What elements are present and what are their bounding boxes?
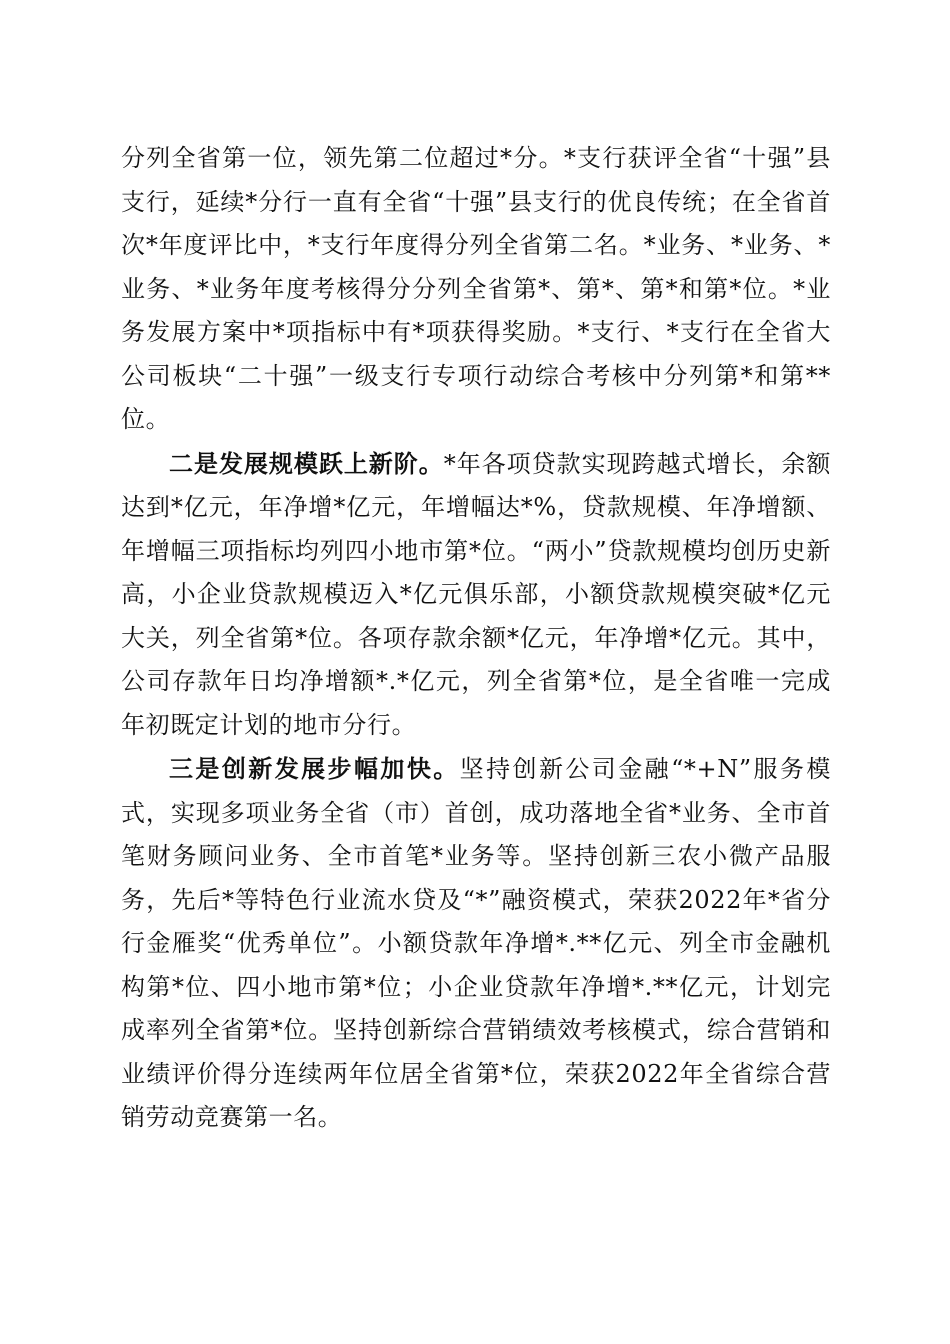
document-body [121, 137, 831, 1140]
paragraph-3 [121, 747, 831, 1140]
paragraph-2-heading: 二是发展规模跃上新阶。 [169, 448, 444, 478]
paragraph-2-text: *年各项贷款实现跨越式增长，余额达到*亿元，年净增*亿元，年增幅达*%，贷款规模、年净增额、年增幅三项指标均列四小地市第*位。“两小”贷款规模均创历史新高，小企业贷款规模迈入*亿元俱乐部，小额贷款规模突破*亿元大关，列全省第*位。各项存款余额*亿元，年净增*亿元。其中，公司存款年日均净增额*.*亿元，列全省第*位，是全省唯一完成年初既定计划的地市分行。 [121, 449, 831, 739]
paragraph-1 [121, 137, 831, 442]
paragraph-3-heading: 三是创新发展步幅加快。 [169, 754, 460, 783]
paragraph-2 [121, 442, 831, 748]
paragraph-1-text: 分列全省第一位，领先第二位超过*分。*支行获评全省“十强”县支行，延续*分行一直有全省“十强”县支行的优良传统；在全省首次*年度评比中，*支行年度得分列全省第二名。*业务、*业务、*业务、*业务年度考核得分分列全省第*、第*、第*和第*位。*业务发展方案中*项指标中有*项获得奖励。*支行、*支行在全省大公司板块“二十强”一级支行专项行动综合考核中分列第*和第**位。 [121, 144, 831, 433]
paragraph-3-text: 坚持创新公司金融“*+N”服务模式，实现多项业务全省（市）首创，成功落地全省*业务、全市首笔财务顾问业务、全市首笔*业务等。坚持创新三农小微产品服务，先后*等特色行业流水贷及“*”融资模式，荣获2022年*省分行金雁奖“优秀单位”。小额贷款年净增*.**亿元、列全市金融机构第*位、四小地市第*位；小企业贷款年净增*.**亿元，计划完成率列全省第*位。坚持创新综合营销绩效考核模式，综合营销和业绩评价得分连续两年位居全省第*位，荣获2022年全省综合营销劳动竞赛第一名。 [121, 755, 831, 1131]
